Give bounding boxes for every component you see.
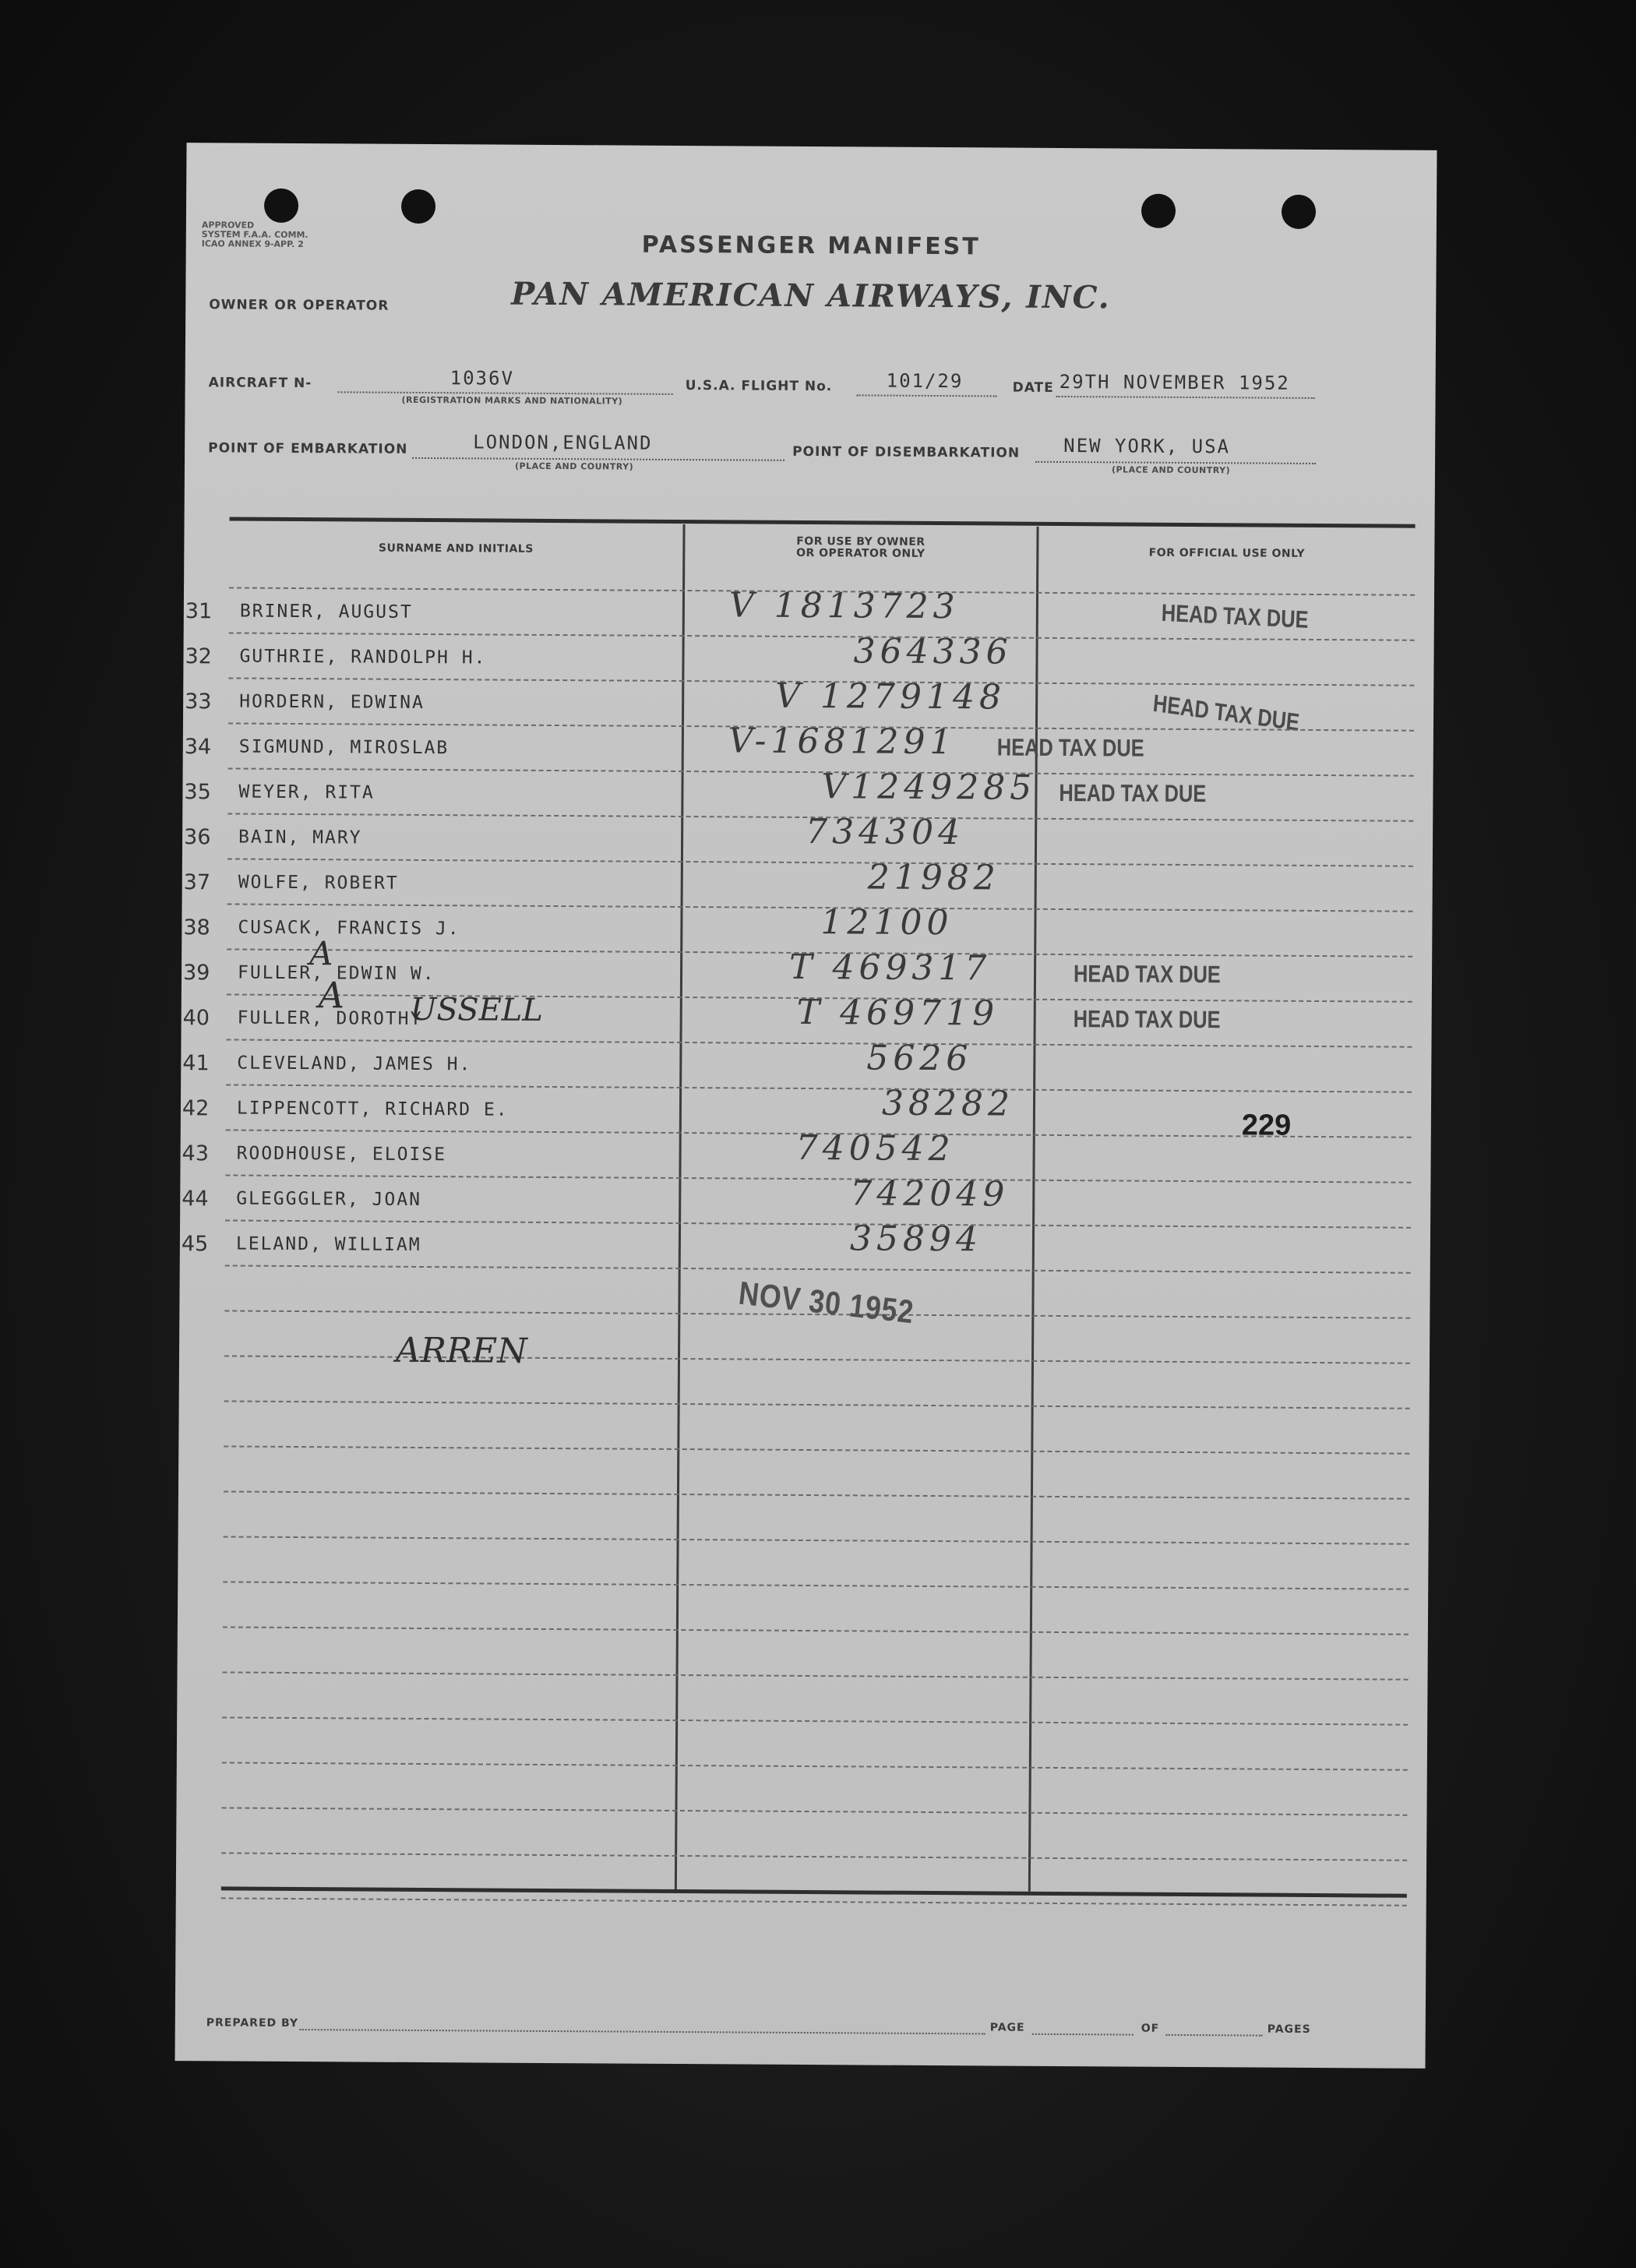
row-number: 40 [182,1006,210,1031]
embarkation-value: LONDON,ENGLAND [473,431,653,454]
table-top-rule [230,517,1416,527]
handwritten-document-number: 734304 [805,811,965,853]
page-title: PASSENGER MANIFEST [641,231,981,261]
owner-label: OWNER OR OPERATOR [209,297,390,314]
disembarkation-line [1035,461,1316,464]
punch-hole [264,189,298,223]
handwritten-correction: A [309,934,333,973]
date-value: 29TH NOVEMBER 1952 [1059,370,1290,394]
form-code-line: ICAO ANNEX 9-APP. 2 [201,238,304,250]
passenger-name: FULLER, EDWIN W. [237,962,435,985]
row-rule [224,1400,1410,1409]
row-rule [223,1581,1409,1589]
passenger-name: HORDERN, EDWINA [239,691,425,713]
column-header-owner-line: OR OPERATOR ONLY [796,546,926,560]
row-number: 43 [182,1141,210,1166]
column-divider [675,524,686,1889]
aircraft-line [338,391,673,395]
row-number: 45 [181,1232,209,1257]
passenger-name: WEYER, RITA [238,781,375,803]
head-tax-stamp: HEAD TAX DUE [1151,689,1301,736]
row-rule [222,1762,1408,1770]
disembarkation-sublabel: (PLACE AND COUNTRY) [1111,464,1231,476]
row-number: 44 [182,1187,209,1212]
date-line [1056,396,1315,399]
manifest-sheet [175,143,1437,2069]
date-label: DATE [1012,379,1054,396]
handwritten-document-number: 364336 [853,631,1013,672]
row-rule [221,1807,1407,1815]
handwritten-document-number: V1249285 [821,767,1037,808]
row-rule [224,1490,1409,1499]
aircraft-value: 1036V [450,367,515,390]
head-tax-stamp: HEAD TAX DUE [1073,960,1221,989]
row-number: 34 [184,735,212,760]
of-label: OF [1141,2022,1160,2035]
column-header-name: SURNAME AND INITIALS [378,541,534,556]
form-code-line: SYSTEM F.A.A. COMM. [201,229,309,241]
handwritten-document-number: T 469719 [796,992,1000,1034]
handwritten-document-number: V-1681291 [728,721,957,763]
passenger-name: GLEGGGLER, JOAN [236,1188,422,1210]
company-name: PAN AMERICAN AIRWAYS, INC. [510,275,1111,316]
column-header-owner-line: FOR USE BY OWNER [796,534,926,548]
official-count: 229 [1241,1109,1292,1142]
row-number: 33 [185,690,212,714]
column-divider [1028,527,1039,1892]
disembarkation-label: POINT OF DISEMBARKATION [792,443,1021,461]
passenger-name: GUTHRIE, RANDOLPH H. [239,646,487,668]
handwritten-document-number: 38282 [881,1083,1015,1124]
handwritten-document-number: 35894 [849,1219,983,1260]
row-number: 31 [185,599,213,624]
row-rule [225,1174,1411,1183]
row-number: 42 [182,1096,210,1121]
row-number: 36 [183,825,211,850]
handwritten-document-number: 740542 [795,1127,955,1169]
handwritten-document-number: 21982 [867,857,1000,898]
passenger-name: CUSACK, FRANCIS J. [238,917,460,940]
page-line [1032,2033,1134,2036]
row-rule [226,1039,1412,1047]
handwritten-correction: ARREN [395,1330,527,1371]
row-rule [224,1445,1409,1454]
row-rule [225,1219,1411,1228]
head-tax-stamp: HEAD TAX DUE [1059,778,1207,808]
page-label: PAGE [989,2021,1025,2034]
head-tax-stamp: HEAD TAX DUE [1161,598,1310,633]
pages-label: PAGES [1267,2023,1311,2036]
passenger-name: LELAND, WILLIAM [235,1233,421,1255]
embarkation-line [412,457,785,461]
handwritten-document-number: 12100 [820,902,954,944]
row-rule [229,632,1415,640]
passenger-name: FULLER, DOROTHY [237,1007,423,1029]
aircraft-sublabel: (REGISTRATION MARKS AND NATIONALITY) [401,394,623,407]
row-number: 39 [182,961,210,986]
row-rule [227,858,1413,866]
head-tax-stamp: HEAD TAX DUE [1073,1005,1221,1034]
handwritten-correction: USSELL [410,991,544,1028]
passenger-name: ROODHOUSE, ELOISE [236,1143,447,1166]
passenger-name: BAIN, MARY [238,827,362,848]
passenger-name: BRINER, AUGUST [239,601,413,623]
row-rule [221,1852,1407,1861]
head-tax-stamp: HEAD TAX DUE [996,733,1144,762]
punch-hole [401,189,435,224]
flight-number: 101/29 [886,369,964,393]
prepared-by-line [300,2029,985,2034]
prepared-by-label: PREPARED BY [206,2016,299,2030]
flight-label: U.S.A. FLIGHT No. [685,378,833,395]
passenger-name: LIPPENCOTT, RICHARD E. [236,1098,509,1120]
form-code-line: APPROVED [201,220,255,231]
column-header-official: FOR OFFICIAL USE ONLY [1148,546,1306,560]
row-number: 41 [182,1051,210,1076]
received-date-stamp: NOV 30 1952 [736,1274,916,1331]
handwritten-document-number: 742049 [850,1173,1010,1215]
passenger-name: CLEVELAND, JAMES H. [237,1053,472,1075]
passenger-name: WOLFE, ROBERT [238,872,399,894]
row-number: 32 [185,644,212,669]
row-rules [187,143,1437,150]
embarkation-label: POINT OF EMBARKATION [208,440,408,457]
row-number: 38 [183,915,210,940]
row-rule [225,1265,1411,1273]
row-rule [221,1897,1407,1906]
row-number: 37 [183,870,211,895]
handwritten-document-number: V 1279148 [775,675,1007,718]
embarkation-sublabel: (PLACE AND COUNTRY) [514,460,634,472]
row-rule [223,1626,1409,1635]
row-rule [223,1671,1409,1680]
row-rule [224,1536,1409,1544]
row-number: 35 [184,780,211,805]
aircraft-label: AIRCRAFT N- [208,375,312,392]
table-bottom-rule [221,1886,1407,1897]
row-rule [222,1716,1408,1725]
handwritten-correction: A [318,974,345,1017]
handwritten-document-number: 5626 [866,1038,973,1079]
punch-hole [1282,195,1316,229]
handwritten-document-number: V 1813723 [728,585,960,627]
column-header-owner [685,535,1036,561]
of-line [1166,2034,1263,2037]
passenger-name: SIGMUND, MIROSLAB [238,736,450,759]
row-rule [226,1084,1412,1092]
handwritten-document-number: T 469317 [788,947,992,989]
disembarkation-value: NEW YORK, USA [1063,435,1231,458]
flight-line [857,394,997,397]
punch-hole [1141,194,1176,228]
